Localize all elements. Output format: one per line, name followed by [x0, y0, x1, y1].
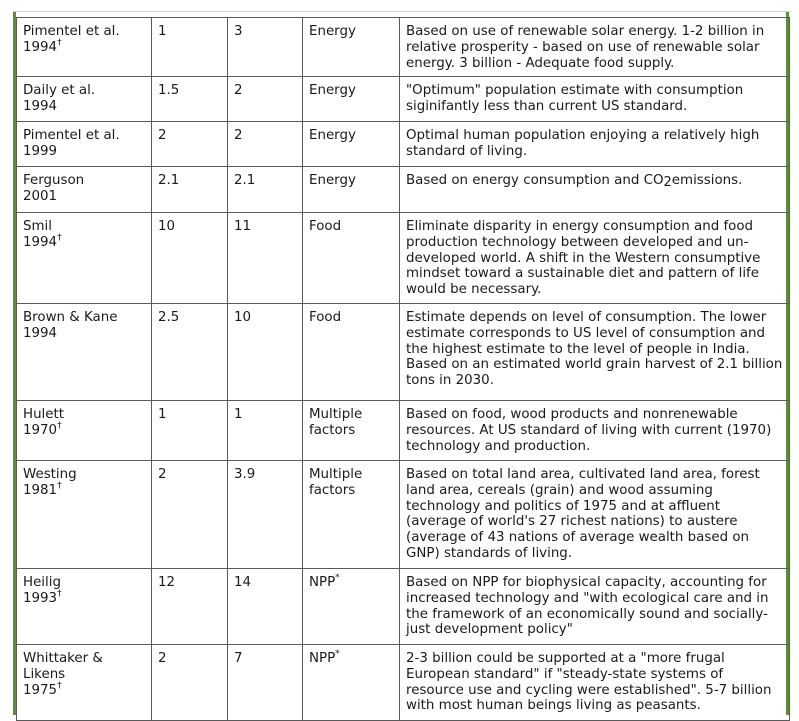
low-estimate-cell: 2.1 — [152, 167, 228, 213]
limiting-factor-cell — [303, 167, 400, 213]
dagger-footnote-mark: † — [57, 232, 62, 243]
factor: Energy — [309, 83, 356, 98]
asterisk-footnote-mark: * — [335, 573, 340, 583]
dagger-footnote-mark: † — [57, 480, 62, 491]
table-row — [17, 461, 790, 569]
author: Daily et al. — [23, 83, 96, 98]
author: Ferguson — [23, 173, 85, 188]
subscript: 2 — [663, 175, 672, 190]
table-row — [17, 122, 790, 167]
low-estimate-cell: 2 — [152, 645, 228, 721]
year: 1994 — [23, 325, 58, 341]
year: 1993 — [23, 590, 58, 606]
limiting-factor-cell — [303, 77, 400, 122]
low-estimate-cell: 10 — [152, 213, 228, 304]
notes-cell: "Optimum" population estimate with consumption siginifantly less than current US standard. — [400, 77, 790, 122]
study-cell — [17, 167, 152, 213]
notes-cell: 2-3 billion could be supported at a "more frugal European standard" if "steady-state systems of resource use and cycling were established". 5-7 billion with most human beings living as peasants. — [400, 645, 790, 721]
asterisk-footnote-mark: * — [335, 649, 340, 659]
study-cell — [17, 18, 152, 77]
year: 1994 — [23, 39, 58, 55]
low-estimate-cell: 2 — [152, 461, 228, 569]
study-cell — [17, 122, 152, 167]
table-row — [17, 401, 790, 461]
factor: Multiple factors — [309, 407, 363, 438]
dagger-footnote-mark: † — [57, 588, 62, 599]
factor: NPP — [309, 651, 336, 666]
low-estimate-cell: 1 — [152, 401, 228, 461]
study-cell — [17, 77, 152, 122]
notes-cell: Eliminate disparity in energy consumption and food production technology between developed and un-developed world. A shift in the Western consumptive mindset toward a sustainable diet and pattern of life would be necessary. — [400, 213, 790, 304]
year: 1981 — [23, 482, 58, 498]
year: 2001 — [23, 188, 58, 204]
high-estimate-cell: 1 — [228, 401, 303, 461]
notes-cell: Based on total land area, cultivated land area, forest land area, cereals (grain) and wood assuming technology and politics of 1975 and at affluent (average of world's 27 richest nations) to austere (average of 43 nations of average wealth based on GNP) standards of living. — [400, 461, 790, 569]
limiting-factor-cell — [303, 569, 400, 645]
factor: Energy — [309, 24, 356, 39]
study-cell — [17, 304, 152, 401]
table-row — [17, 213, 790, 304]
low-estimate-cell: 12 — [152, 569, 228, 645]
high-estimate-cell: 3 — [228, 18, 303, 77]
high-estimate-cell: 3.9 — [228, 461, 303, 569]
low-estimate-cell: 1 — [152, 18, 228, 77]
year: 1999 — [23, 143, 58, 159]
author: Hulett — [23, 407, 65, 422]
factor: Multiple factors — [309, 467, 363, 498]
factor: Food — [309, 310, 342, 325]
notes-cell: Based on use of renewable solar energy. 1-2 billion in relative prosperity - based on use of renewable solar energy. 3 billion - Adequate food supply. — [400, 18, 790, 77]
high-estimate-cell: 10 — [228, 304, 303, 401]
study-cell — [17, 569, 152, 645]
limiting-factor-cell — [303, 213, 400, 304]
notes-cell: Based on NPP for biophysical capacity, accounting for increased technology and "with ecological care and in the framework of an economically sound and socially-just development policy" — [400, 569, 790, 645]
high-estimate-cell: 11 — [228, 213, 303, 304]
author: Brown & Kane — [23, 310, 118, 325]
limiting-factor-cell — [303, 122, 400, 167]
high-estimate-cell: 14 — [228, 569, 303, 645]
population-estimates-table — [16, 17, 790, 721]
year: 1970 — [23, 422, 58, 438]
high-estimate-cell: 2.1 — [228, 167, 303, 213]
factor: Energy — [309, 173, 356, 188]
table-row — [17, 167, 790, 213]
factor: Food — [309, 219, 342, 234]
author: Whittaker & Likens — [23, 651, 103, 682]
author: Pimentel et al. — [23, 128, 120, 143]
author: Westing — [23, 467, 77, 482]
year: 1975 — [23, 682, 58, 698]
high-estimate-cell: 7 — [228, 645, 303, 721]
notes-cell: Estimate depends on level of consumption. The lower estimate corresponds to US level of consumption and the highest estimate to the level of people in India. Based on an estimated world grain harvest of 2.1 billion tons in 2030. — [400, 304, 790, 401]
year: 1994 — [23, 98, 58, 114]
limiting-factor-cell — [303, 304, 400, 401]
dagger-footnote-mark: † — [57, 37, 62, 48]
factor: NPP — [309, 575, 336, 590]
low-estimate-cell: 2.5 — [152, 304, 228, 401]
limiting-factor-cell — [303, 461, 400, 569]
limiting-factor-cell — [303, 401, 400, 461]
low-estimate-cell: 2 — [152, 122, 228, 167]
limiting-factor-cell — [303, 18, 400, 77]
notes-text: emissions. — [671, 173, 743, 188]
author: Smil — [23, 219, 52, 234]
low-estimate-cell: 1.5 — [152, 77, 228, 122]
year: 1994 — [23, 234, 58, 250]
study-cell — [17, 213, 152, 304]
notes-cell: Optimal human population enjoying a relatively high standard of living. — [400, 122, 790, 167]
author: Heilig — [23, 575, 61, 590]
dagger-footnote-mark: † — [57, 680, 62, 691]
high-estimate-cell: 2 — [228, 122, 303, 167]
study-cell — [17, 401, 152, 461]
table-row — [17, 645, 790, 721]
notes-cell — [400, 167, 790, 213]
table-row — [17, 569, 790, 645]
dagger-footnote-mark: † — [57, 420, 62, 431]
limiting-factor-cell — [303, 645, 400, 721]
high-estimate-cell: 2 — [228, 77, 303, 122]
table-row — [17, 18, 790, 77]
author: Pimentel et al. — [23, 24, 120, 39]
notes-cell: Based on food, wood products and nonrenewable resources. At US standard of living with current (1970) technology and production. — [400, 401, 790, 461]
table-row — [17, 304, 790, 401]
study-cell — [17, 461, 152, 569]
table-row — [17, 77, 790, 122]
notes-text: Based on energy consumption and CO — [406, 173, 664, 188]
study-cell — [17, 645, 152, 721]
factor: Energy — [309, 128, 356, 143]
